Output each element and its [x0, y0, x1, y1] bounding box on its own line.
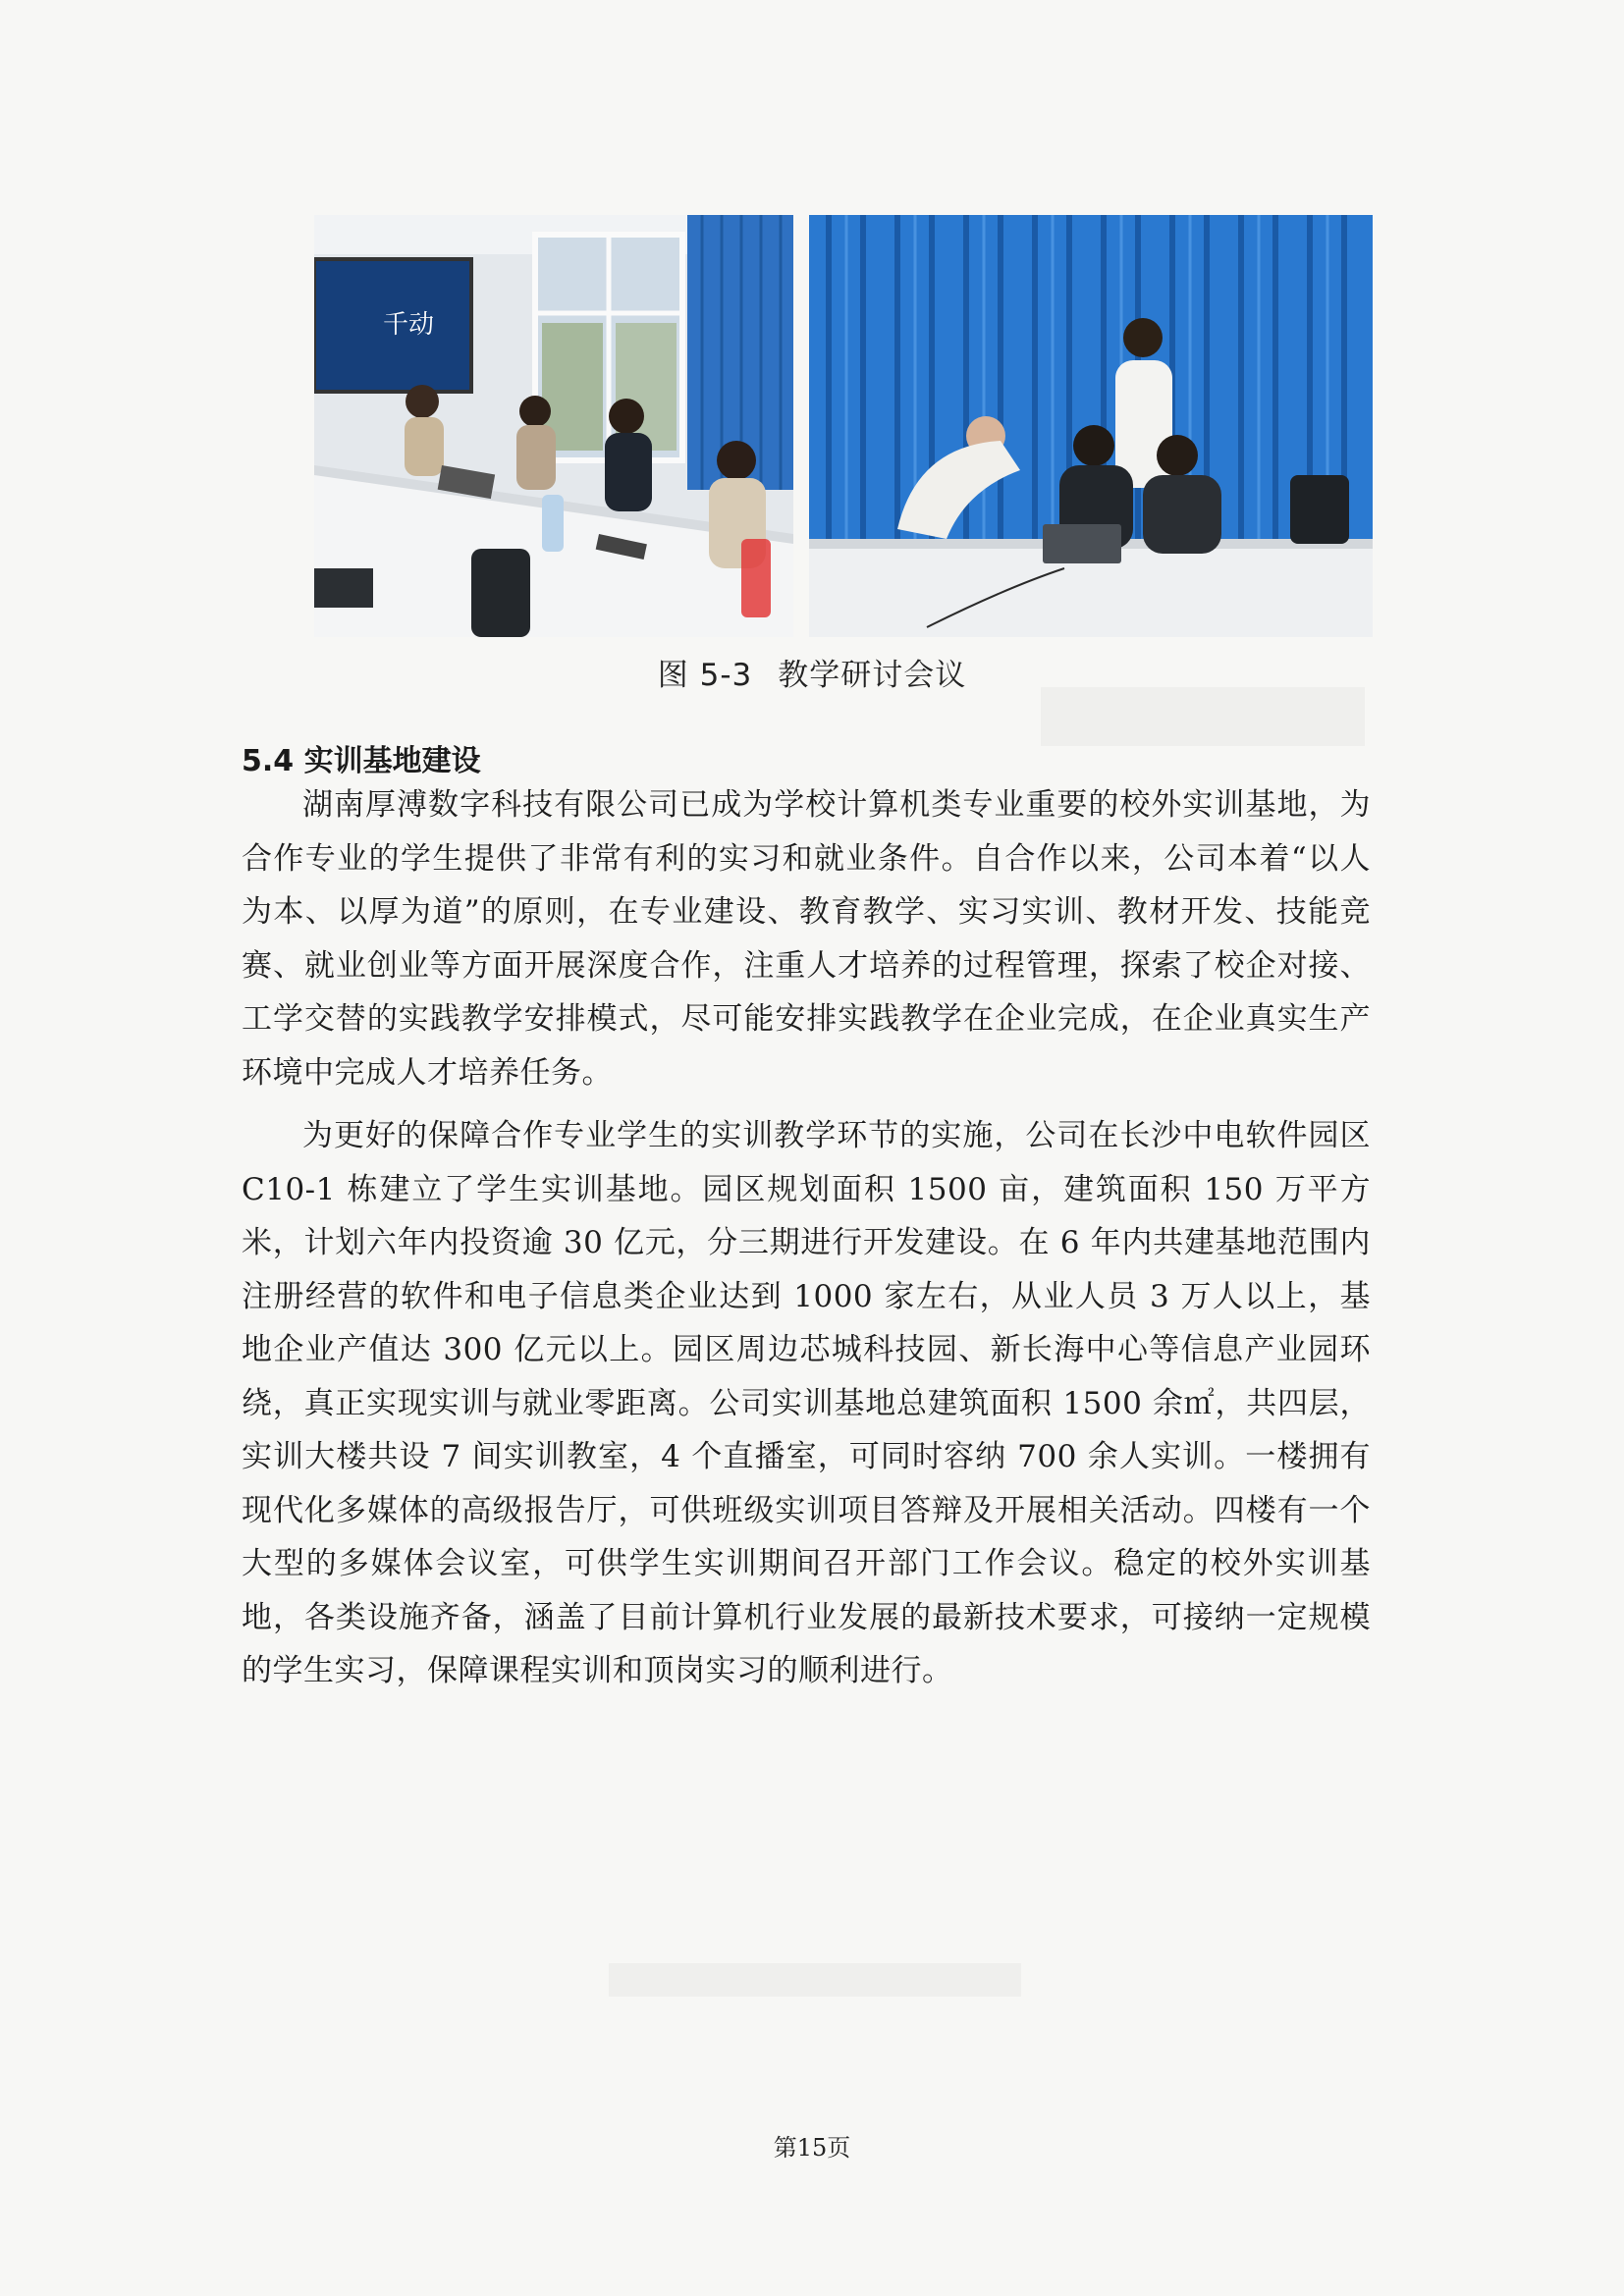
- caption-number: 图 5-3: [657, 658, 753, 693]
- scan-bleed-mark: [1041, 687, 1365, 746]
- paragraph-training-base-intro: 湖南厚溥数字科技有限公司已成为学校计算机类专业重要的校外实训基地，为合作专业的学生提供了非常有利的实习和就业条件。自合作以来，公司本着“以人为本、以厚为道”的原则，在专业建设、教育教学、实习实训、教材开发、技能竞赛、就业创业等方面开展深度合作，注重人才培养的过程管理，探索了校企对接、工学交替的实践教学安排模式，尽可能安排实践教学在企业完成，在企业真实生产环境中完成人才培养任务。: [242, 787, 1371, 1091]
- paragraph-training-base-details: 为更好的保障合作专业学生的实训教学环节的实施，公司在长沙中电软件园区 C10-1 栋建立了学生实训基地。园区规划面积 1500 亩，建筑面积 150 万平方米，计划六年内投资逾 30 亿元，分三期进行开发建设。在 6 年内共建基地范围内注册经营的软件和电子信息类企业达到 1000 家左右，从业人员 3 万人以上，基地企业产值达 300 亿元以上。园区周边芯城科技园、新长海中心等信息产业园环绕，真正实现实训与就业零距离。公司实训基地总建筑面积 1500 余㎡，共四层，实训大楼共设 7 间实训教室，4 个直播室，可同时容纳 700 余人实训。一楼拥有现代化多媒体的高级报告厅，可供班级实训项目答辩及开展相关活动。四楼有一个大型的多媒体会议室，可供学生实训期间召开部门工作会议。稳定的校外实训基地，各类设施齐备，涵盖了目前计算机行业发展的最新技术要求，可接纳一定规模的学生实习，保障课程实训和顶岗实习的顺利进行。: [242, 1118, 1371, 1688]
- caption-title: 教学研讨会议: [778, 658, 967, 693]
- meeting-photo-left: [314, 215, 793, 637]
- section-heading: 5.4 实训基地建设: [242, 744, 481, 778]
- figure-caption: [0, 650, 1624, 694]
- page-number: 第15页: [773, 2134, 851, 2162]
- scan-bleed-mark: [609, 1963, 1021, 1997]
- screen-text: 千动: [383, 310, 435, 340]
- meeting-photo-right: [809, 215, 1373, 637]
